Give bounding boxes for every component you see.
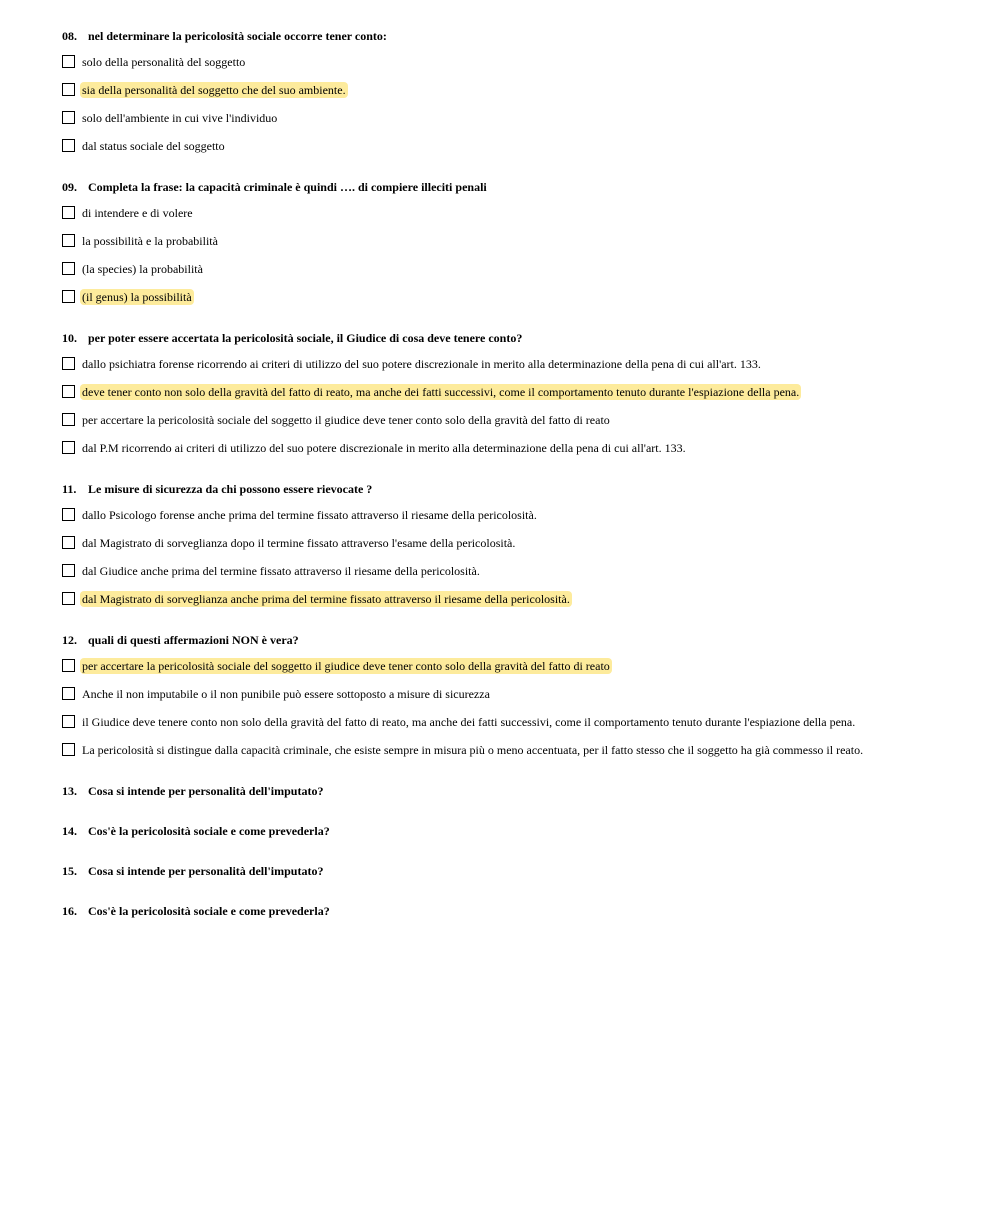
question-number: 13.: [62, 784, 77, 798]
answer-checkbox[interactable]: [62, 139, 75, 152]
question-number: 11.: [62, 482, 77, 496]
option-text: (la species) la probabilità: [82, 262, 203, 276]
question-number: 14.: [62, 824, 77, 838]
option-text: La pericolosità si distingue dalla capacità criminale, che esiste sempre in misura più o meno accentuata, per il fatto stesso che il soggetto ha già commesso il reato.: [82, 743, 864, 757]
question-heading: [62, 481, 982, 497]
question-heading: [62, 179, 982, 195]
option-text: dal P.M ricorrendo ai criteri di utilizzo del suo potere discrezionale in merito alla determinazione della pena di cui all'art. 133.: [82, 441, 686, 455]
answer-checkbox[interactable]: [62, 234, 75, 247]
answer-option[interactable]: [62, 412, 982, 428]
open-question-16: [62, 903, 330, 919]
option-text: dal status sociale del soggetto: [82, 139, 225, 153]
option-text-highlighted: deve tener conto non solo della gravità del fatto di reato, ma anche dei fatti successivi, come il comportamento tenuto durante l'espiazione della pena.: [82, 385, 800, 399]
option-text: il Giudice deve tenere conto non solo della gravità del fatto di reato, ma anche dei fatti successivi, come il comportamento tenuto durante l'espiazione della pena.: [82, 715, 856, 729]
option-text: dallo Psicologo forense anche prima del termine fissato attraverso il riesame della pericolosità.: [82, 508, 537, 522]
option-text: dal Giudice anche prima del termine fissato attraverso il riesame della pericolosità.: [82, 564, 480, 578]
open-question-14: [62, 823, 330, 839]
question-heading: [62, 28, 982, 44]
answer-checkbox[interactable]: [62, 290, 75, 303]
answer-checkbox[interactable]: [62, 564, 75, 577]
answer-checkbox[interactable]: [62, 357, 75, 370]
answer-checkbox[interactable]: [62, 659, 75, 672]
question-08: [62, 28, 982, 154]
answer-option[interactable]: [62, 591, 982, 607]
answer-checkbox[interactable]: [62, 83, 75, 96]
question-text: Cos'è la pericolosità sociale e come prevederla?: [88, 904, 330, 918]
answer-checkbox[interactable]: [62, 715, 75, 728]
question-text: Cos'è la pericolosità sociale e come prevederla?: [88, 824, 330, 838]
option-text-highlighted: dal Magistrato di sorveglianza anche prima del termine fissato attraverso il riesame della pericolosità.: [82, 592, 570, 606]
answer-checkbox[interactable]: [62, 385, 75, 398]
question-11: [62, 481, 982, 607]
answer-option[interactable]: [62, 54, 982, 70]
answer-option[interactable]: [62, 507, 982, 523]
question-text: Le misure di sicurezza da chi possono essere rievocate ?: [88, 482, 373, 496]
answer-option[interactable]: [62, 535, 982, 551]
question-text: Completa la frase: la capacità criminale è quindi …. di compiere illeciti penali: [88, 180, 487, 194]
answer-option[interactable]: [62, 110, 982, 126]
answer-checkbox[interactable]: [62, 206, 75, 219]
question-text: Cosa si intende per personalità dell'imputato?: [88, 864, 324, 878]
option-text: di intendere e di volere: [82, 206, 193, 220]
question-number: 09.: [62, 180, 77, 194]
answer-checkbox[interactable]: [62, 743, 75, 756]
option-text-highlighted: (il genus) la possibilità: [82, 290, 192, 304]
answer-checkbox[interactable]: [62, 111, 75, 124]
answer-option[interactable]: [62, 440, 982, 456]
open-question-13: [62, 783, 323, 799]
question-09: [62, 179, 982, 305]
answer-checkbox[interactable]: [62, 55, 75, 68]
answer-option[interactable]: [62, 138, 982, 154]
answer-option[interactable]: [62, 658, 982, 674]
question-number: 16.: [62, 904, 77, 918]
option-text-highlighted: sia della personalità del soggetto che del suo ambiente.: [82, 83, 346, 97]
option-text: per accertare la pericolosità sociale del soggetto il giudice deve tener conto solo della gravità del fatto di reato: [82, 413, 610, 427]
question-10: [62, 330, 982, 456]
option-text-highlighted: per accertare la pericolosità sociale del soggetto il giudice deve tener conto solo della gravità del fatto di reato: [82, 659, 610, 673]
option-text: solo dell'ambiente in cui vive l'individuo: [82, 111, 278, 125]
option-text: dallo psichiatra forense ricorrendo ai criteri di utilizzo del suo potere discrezionale in merito alla determinazione della pena di cui all'art. 133.: [82, 357, 761, 371]
question-text: per poter essere accertata la pericolosità sociale, il Giudice di cosa deve tenere conto?: [88, 331, 523, 345]
question-text: nel determinare la pericolosità sociale occorre tener conto:: [88, 29, 387, 43]
question-12: [62, 632, 982, 758]
answer-checkbox[interactable]: [62, 687, 75, 700]
answer-option[interactable]: [62, 233, 982, 249]
question-number: 12.: [62, 633, 77, 647]
question-number: 15.: [62, 864, 77, 878]
question-heading: [62, 632, 982, 648]
answer-option[interactable]: [62, 742, 982, 758]
answer-checkbox[interactable]: [62, 413, 75, 426]
answer-checkbox[interactable]: [62, 441, 75, 454]
option-text: Anche il non imputabile o il non punibile può essere sottoposto a misure di sicurezza: [82, 687, 490, 701]
answer-option[interactable]: [62, 563, 982, 579]
answer-option[interactable]: [62, 714, 982, 730]
answer-checkbox[interactable]: [62, 592, 75, 605]
option-text: solo della personalità del soggetto: [82, 55, 246, 69]
option-text: dal Magistrato di sorveglianza dopo il termine fissato attraverso l'esame della pericolosità.: [82, 536, 516, 550]
open-question-15: [62, 863, 323, 879]
answer-checkbox[interactable]: [62, 508, 75, 521]
answer-option[interactable]: [62, 261, 982, 277]
answer-checkbox[interactable]: [62, 262, 75, 275]
question-number: 10.: [62, 331, 77, 345]
question-text: quali di questi affermazioni NON è vera?: [88, 633, 299, 647]
question-heading: [62, 330, 982, 346]
answer-option[interactable]: [62, 686, 982, 702]
answer-option[interactable]: [62, 384, 982, 400]
answer-option[interactable]: [62, 82, 982, 98]
answer-option[interactable]: [62, 205, 982, 221]
question-text: Cosa si intende per personalità dell'imputato?: [88, 784, 324, 798]
answer-checkbox[interactable]: [62, 536, 75, 549]
answer-option[interactable]: [62, 289, 982, 305]
answer-option[interactable]: [62, 356, 982, 372]
question-number: 08.: [62, 29, 77, 43]
option-text: la possibilità e la probabilità: [82, 234, 218, 248]
